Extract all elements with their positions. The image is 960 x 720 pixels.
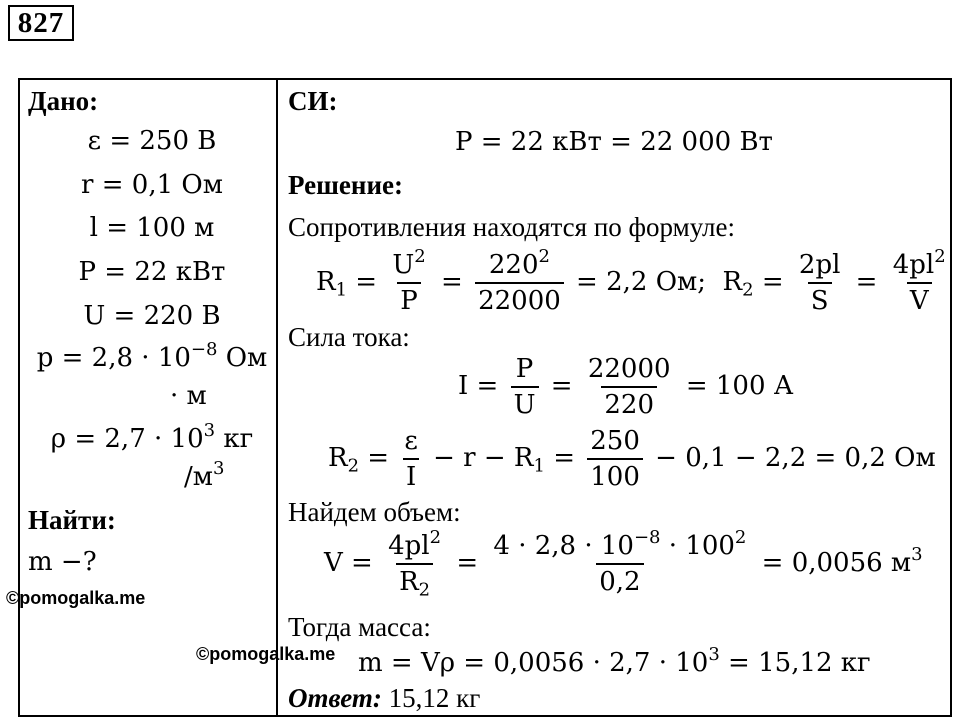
solution-text-resistances: Сопротивления находятся по формуле: <box>288 212 735 242</box>
given-header: Дано: <box>28 86 99 116</box>
answer-label: Ответ: <box>288 683 382 713</box>
solution-header: Решение: <box>288 170 403 200</box>
given-voltage: U = 220 В <box>83 301 221 331</box>
problem-number: 827 <box>8 5 74 41</box>
formula-resistances: $R_1$ = $\frac{U^2}{P}$ = $\frac{220^2}{22000}$ = 2,2 Ом; $R_2$ = $\frac{2pl}{S}$ = $\frac{4pl^2}{V}$ <box>316 246 946 316</box>
formula-current: I = $\frac{P}{U}$ = $\frac{22000}{220}$ = 100 А <box>458 354 794 420</box>
si-header: СИ: <box>288 86 338 116</box>
formula-volume: V = $\frac{4pl^2}{R_2}$ = $\frac{4 \cdot 2,8 \cdot 10^{-8} \cdot 100^2}{0,2}$ = 0,0056 $м^3$ <box>324 527 923 601</box>
formula-r2: $R_2$ = $\frac{\varepsilon}{I}$ − $r - R_1$ = $\frac{250}{100}$ − 0,1 − 2,2 = 0,2 Ом <box>328 426 936 492</box>
si-conversion: P = 22 кВт = 22 000 Вт <box>455 127 773 157</box>
formula-mass: $m = V\rho = 0,0056 \cdot 2,7 \cdot 10^3 = 15,12$ кг <box>358 644 871 678</box>
find-item: m −? <box>28 547 97 577</box>
table-divider <box>276 78 278 717</box>
solution-text-volume: Найдем объем: <box>288 497 461 527</box>
given-resistivity: $p = 2,8 \cdot 10^{-8}$ Ом <box>36 339 268 373</box>
given-length: l = 100 м <box>89 213 215 243</box>
given-density: $\rho = 2,7 \cdot 10^3$ кг <box>50 420 254 454</box>
watermark: ©pomogalka.me <box>6 588 146 608</box>
watermark: ©pomogalka.me <box>196 644 336 664</box>
given-emf: ε = 250 В <box>87 126 217 156</box>
given-resistivity-unit: · м <box>170 381 207 411</box>
answer <box>288 683 480 714</box>
answer-value: 15,12 кг <box>388 683 481 713</box>
given-density-unit: $/м^3$ <box>184 458 225 492</box>
given-power: P = 22 кВт <box>78 257 226 287</box>
find-header: Найти: <box>28 505 116 535</box>
solution-text-current: Сила тока: <box>288 322 410 352</box>
given-resistance: r = 0,1 Ом <box>81 170 223 200</box>
solution-text-mass: Тогда масса: <box>288 612 431 642</box>
